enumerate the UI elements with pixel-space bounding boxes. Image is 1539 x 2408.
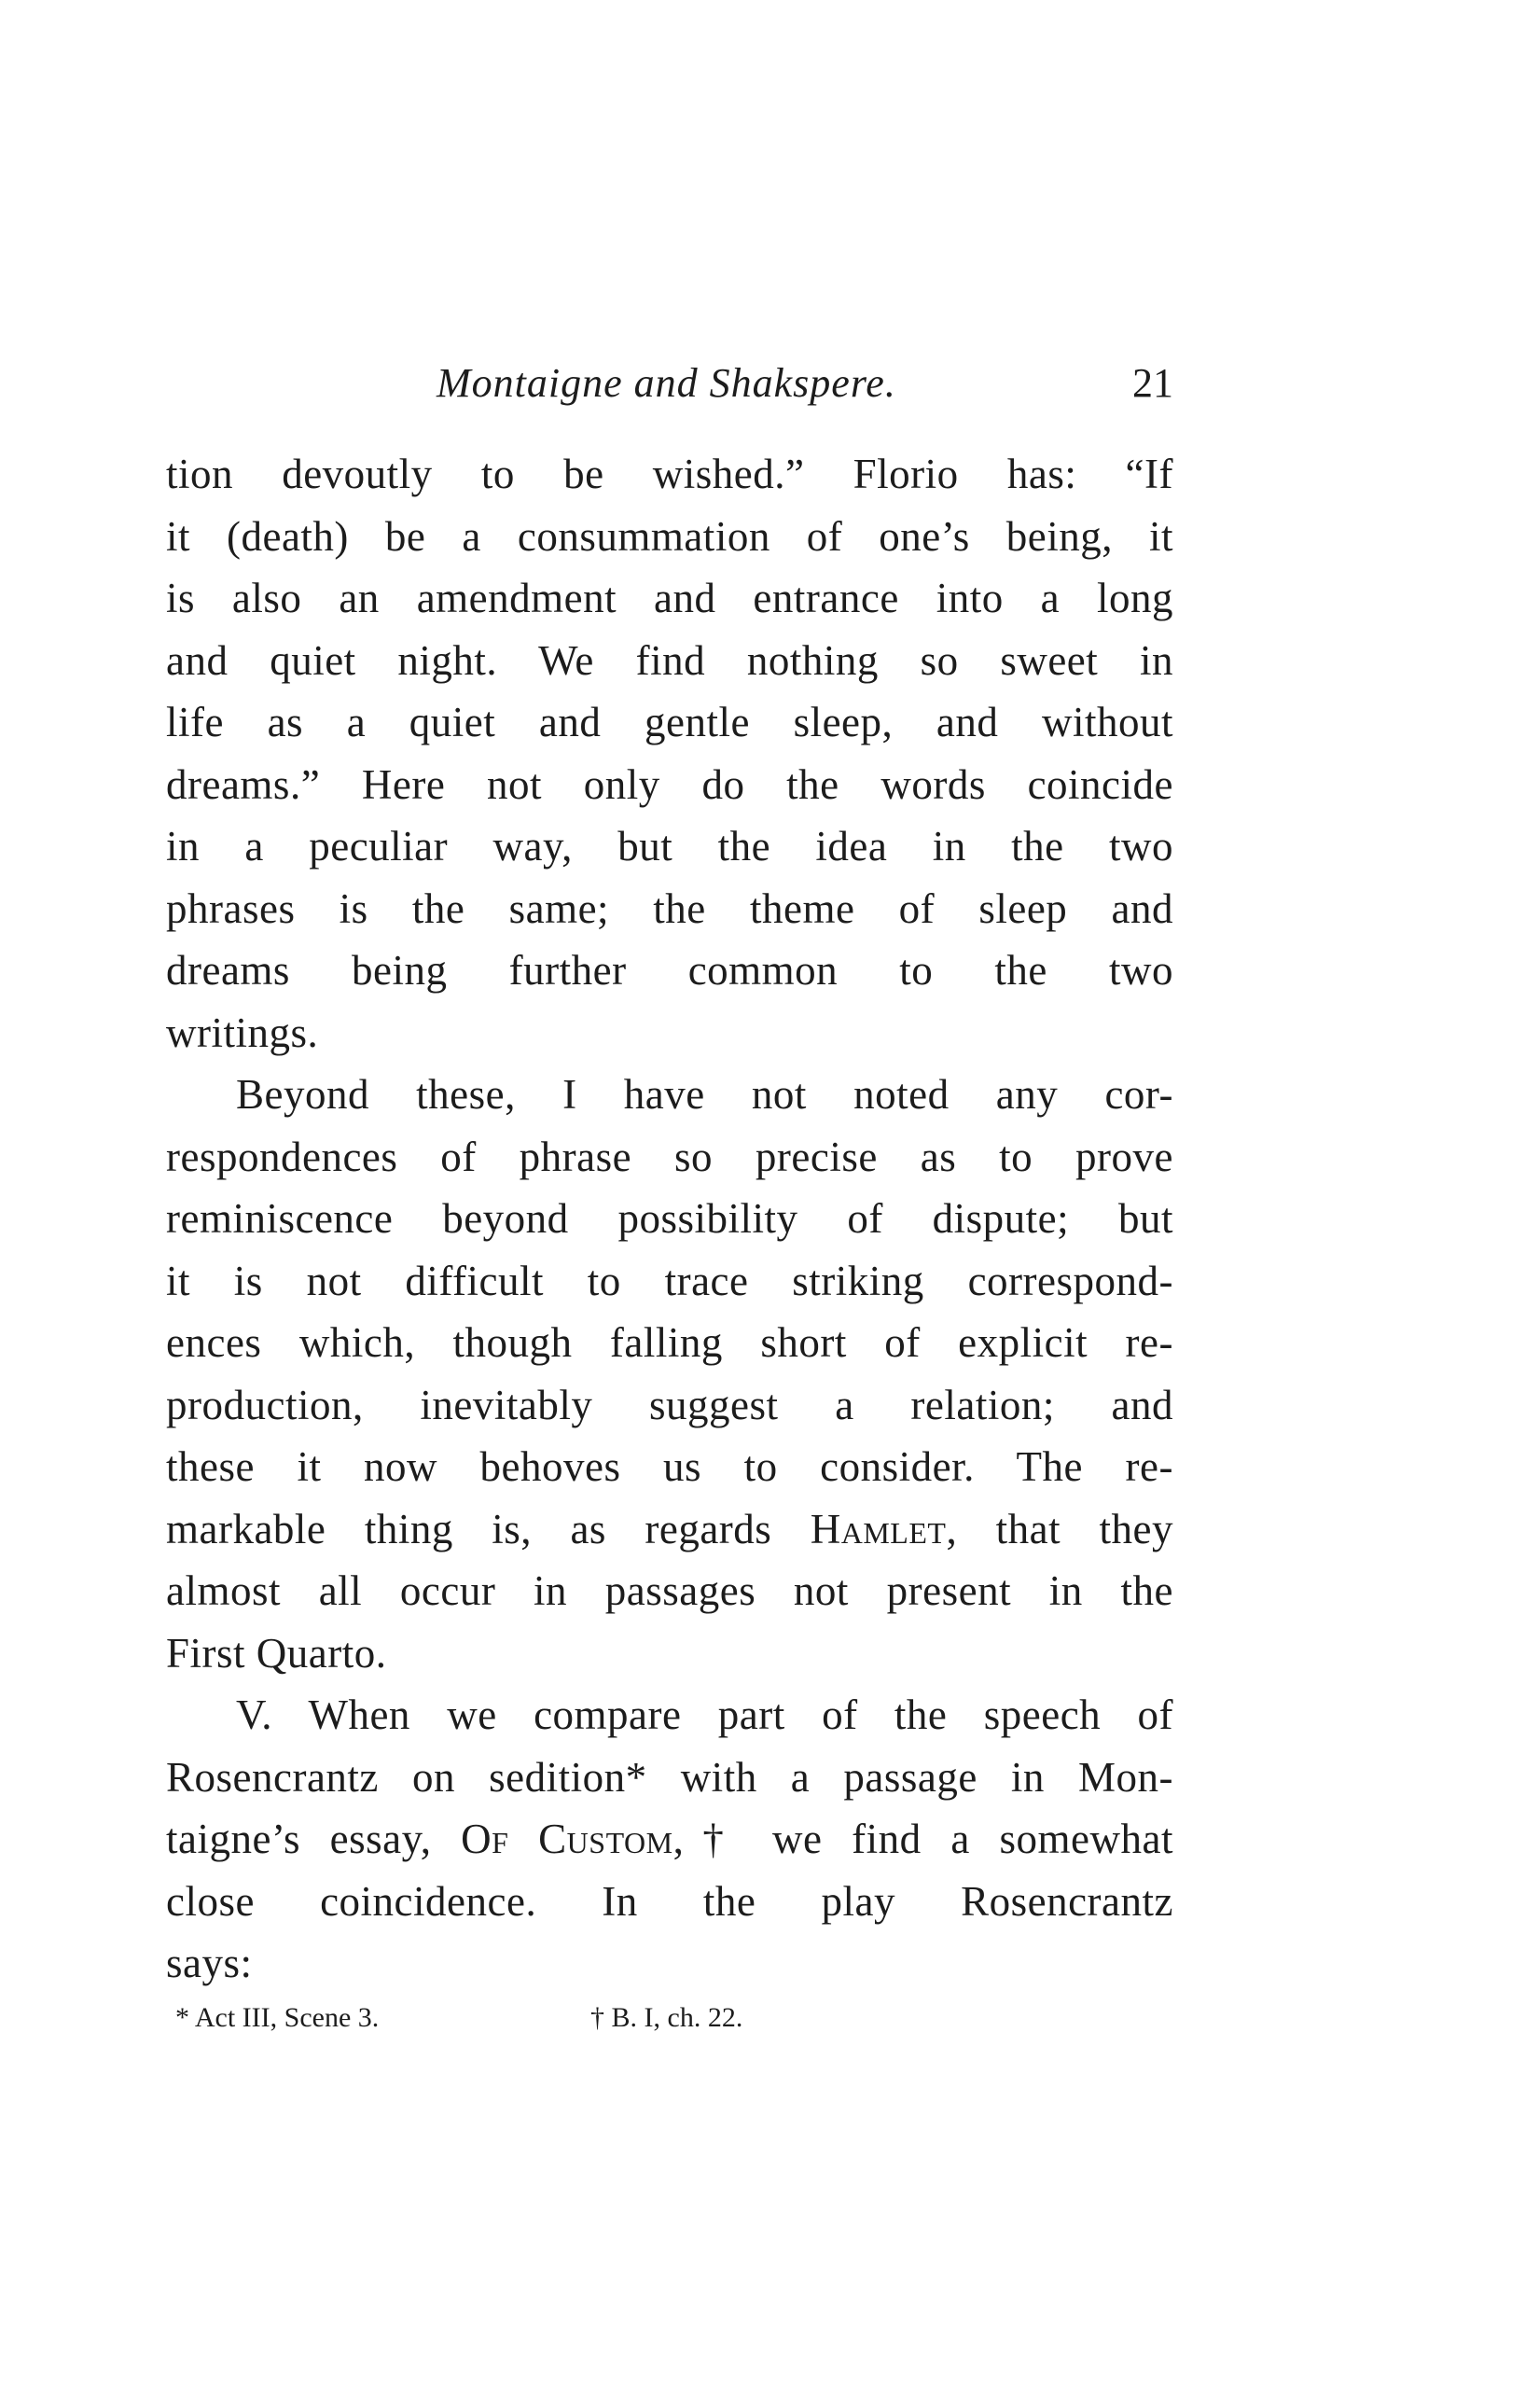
text-line: Beyond these, I have not noted any cor- [236, 1071, 1173, 1118]
running-head [166, 359, 1173, 425]
text-line: it (death) be a consummation of one’s being, it [166, 512, 1173, 560]
footnote-2: † B. I, ch. 22. [590, 2001, 743, 2033]
running-title: Montaigne and Shakspere. [437, 360, 896, 406]
play-title-hamlet: Hamlet [810, 1505, 947, 1552]
text-line: reminiscence beyond possibility of dispute; but [166, 1195, 1173, 1242]
text-fragment: ,† we find a somewhat [672, 1816, 1173, 1862]
book-page [166, 359, 1173, 2049]
text-line: life as a quiet and gentle sleep, and without [166, 699, 1173, 745]
essay-title-of-custom: Of Custom [461, 1816, 673, 1862]
text-fragment: markable thing is, as regards [166, 1505, 811, 1552]
text-line: production, inevitably suggest a relation; and [166, 1381, 1173, 1428]
text-line: almost all occur in passages not present in the [166, 1567, 1173, 1614]
paragraph-2 [166, 1064, 1173, 1684]
text-line: dreams.” Here not only do the words coincide [166, 760, 1173, 808]
text-line: dreams being further common to the two [166, 947, 1173, 994]
text-line: Rosencrantz on sedition* with a passage in Mon- [166, 1753, 1173, 1801]
text-fragment: taigne’s essay, [166, 1816, 462, 1862]
paragraph-3 [166, 1684, 1173, 1995]
text-line: phrases is the same; the theme of sleep and [166, 884, 1173, 932]
text-line: V. When we compare part of the speech of [236, 1691, 1173, 1738]
text-line: writings. [166, 1009, 319, 1056]
text-line: respondences of phrase so precise as to prove [166, 1133, 1173, 1180]
text-line [166, 1808, 1173, 1871]
text-line: in a peculiar way, but the idea in the two [166, 823, 1173, 870]
page-number: 21 [1132, 360, 1173, 406]
text-line: ences which, though falling short of explicit re- [166, 1319, 1173, 1366]
text-line [166, 1498, 1173, 1561]
paragraph-1 [166, 443, 1173, 1064]
footnote-1: * Act III, Scene 3. [175, 2001, 380, 2033]
text-line: tion devoutly to be wished.” Florio has: “If [166, 451, 1173, 497]
text-line: these it now behoves us to consider. The re- [166, 1443, 1173, 1490]
text-line: and quiet night. We find nothing so sweet in [166, 636, 1173, 684]
text-line: First Quarto. [166, 1629, 387, 1677]
footnotes [166, 2002, 1173, 2049]
text-line: is also an amendment and entrance into a long [166, 575, 1173, 621]
text-line: it is not difficult to trace striking correspond- [166, 1257, 1173, 1304]
text-fragment: , that they [946, 1505, 1173, 1552]
text-line: close coincidence. In the play Rosencrantz [166, 1877, 1173, 1925]
text-line: says: [166, 1940, 253, 1986]
